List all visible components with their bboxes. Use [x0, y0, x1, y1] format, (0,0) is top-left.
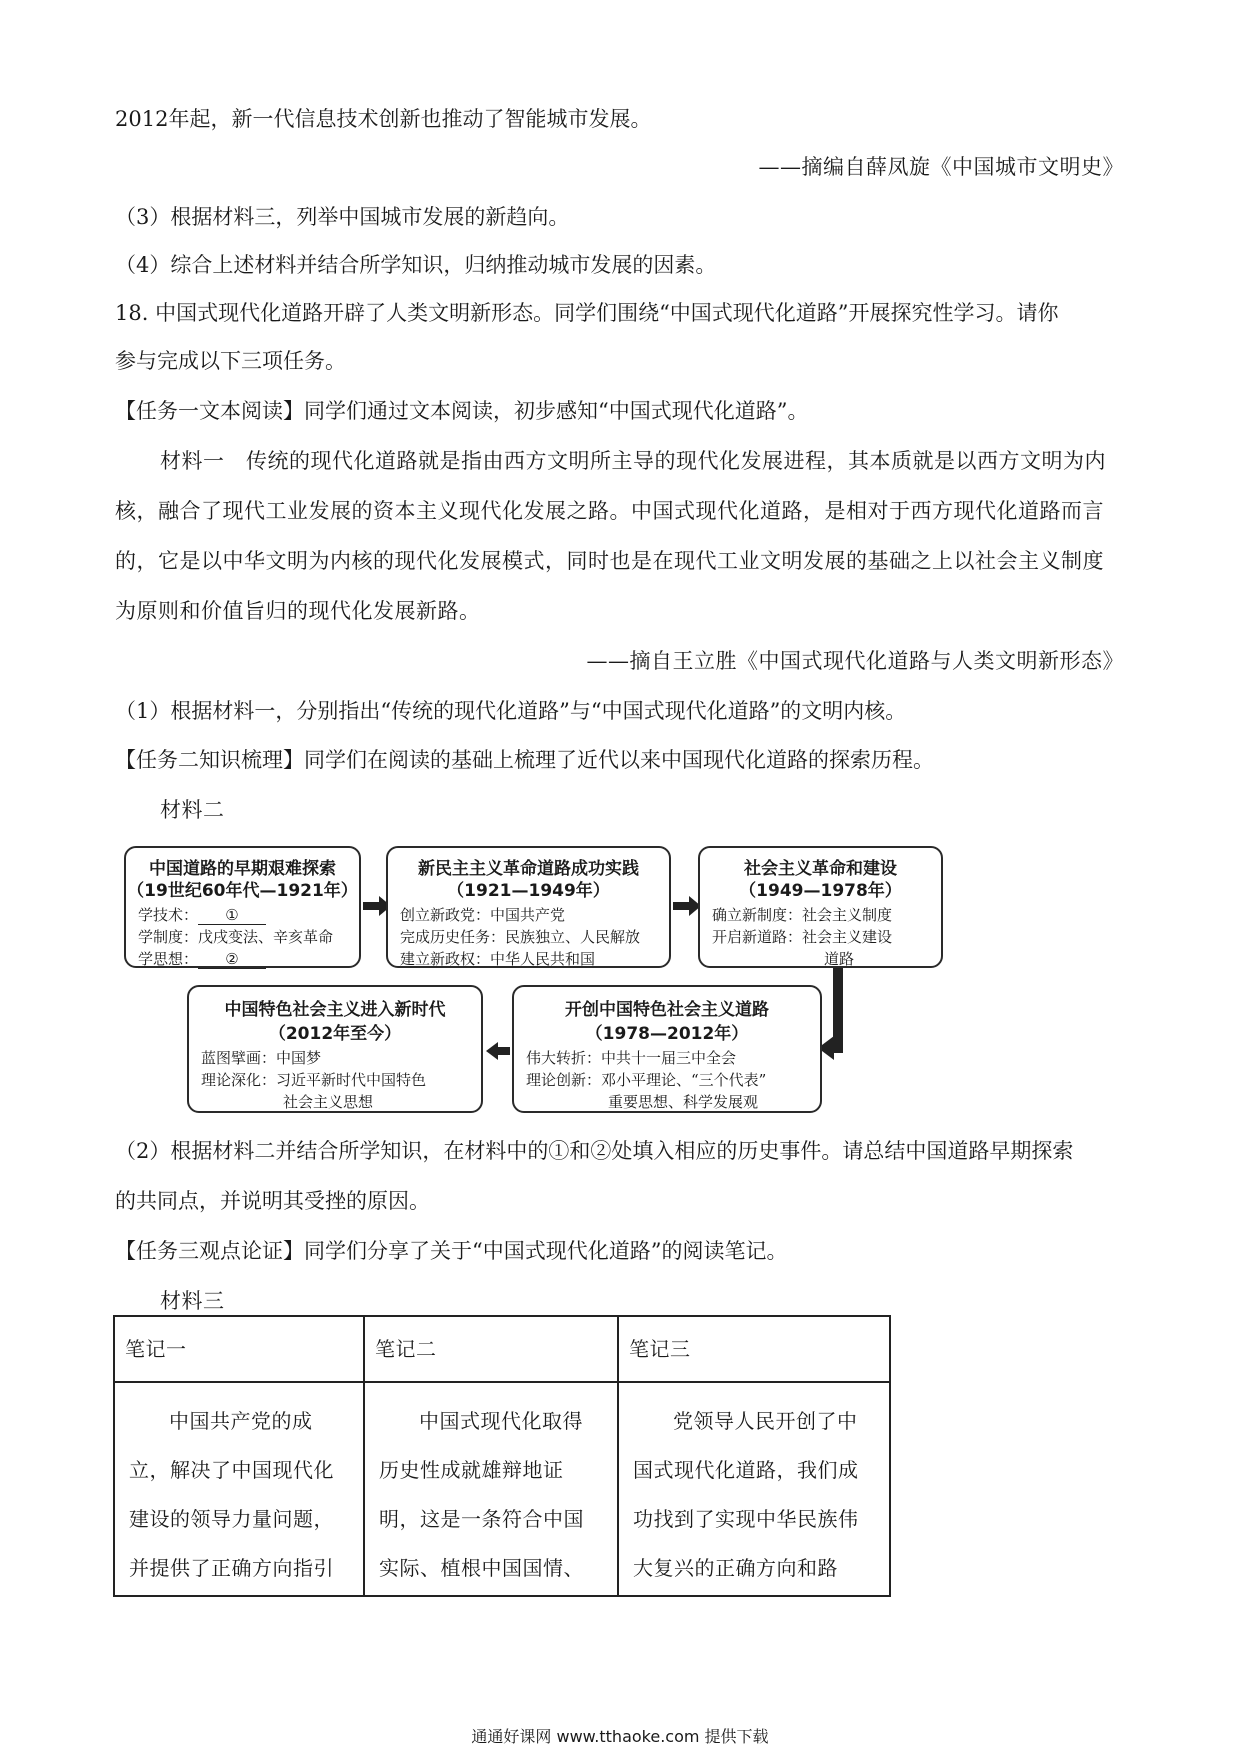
note-line: 党领导人民开创了中 — [673, 1409, 858, 1433]
paragraph-text: 2012年起，新一代信息技术创新也推动了智能城市发展。 — [115, 107, 652, 131]
source-citation: ——摘自王立胜《中国式现代化道路与人类文明新形态》 — [586, 649, 1124, 673]
stage-period: （1949—1978年） — [739, 881, 902, 901]
stage-row: 创立新政党：中国共产党 — [400, 906, 566, 924]
stage-title: 中国道路的早期艰难探索 — [149, 859, 336, 879]
task-2-heading: 【任务二知识梳理】同学们在阅读的基础上梳理了近代以来中国现代化道路的探索历程。 — [115, 748, 934, 772]
note-line: 立，解决了中国现代化 — [129, 1458, 334, 1482]
table-row — [114, 1382, 890, 1596]
stage-row: 建立新政权：中华人民共和国 — [400, 950, 596, 968]
row-label: 学技术： — [138, 906, 199, 924]
note-cell — [618, 1382, 890, 1596]
task-1-heading: 【任务一文本阅读】同学们通过文本阅读，初步感知“中国式现代化道路”。 — [115, 399, 809, 423]
table-header: 笔记二 — [364, 1316, 618, 1382]
material-1-line: 的，它是以中华文明为内核的现代化发展模式，同时也是在现代工业文明发展的基础之上以社会主义制度 — [115, 549, 1104, 573]
page-footer: 通通好课网 www.tthaoke.com 提供下载 — [471, 1727, 769, 1746]
material-1-line: 材料一 传统的现代化道路就是指由西方文明所主导的现代化发展进程，其本质就是以西方文明为内 — [160, 449, 1106, 473]
note-line: 实际、植根中国国情、 — [379, 1556, 584, 1580]
stage-row: 开启新道路：社会主义建设 — [712, 928, 893, 946]
note-line: 明，这是一条符合中国 — [379, 1507, 584, 1531]
note-line: 并提供了正确方向指引 — [129, 1556, 334, 1580]
task-3-heading: 【任务三观点论证】同学们分享了关于“中国式现代化道路”的阅读笔记。 — [115, 1239, 788, 1263]
stage-period: （1921—1949年） — [447, 881, 610, 901]
question-18-line: 参与完成以下三项任务。 — [115, 349, 346, 373]
material-1-line: 核，融合了现代工业发展的资本主义现代化发展之路。中国式现代化道路，是相对于西方现代化道路而言 — [115, 499, 1104, 523]
source-citation: ——摘编自薛凤旋《中国城市文明史》 — [758, 155, 1124, 179]
right-arrow-icon — [673, 896, 701, 916]
sub-question-2-line: （2）根据材料二并结合所学知识，在材料中的①和②处填入相应的历史事件。请总结中国道路早期探索 — [115, 1139, 1074, 1163]
stage-box-socialism-with-chinese-characteristics — [512, 985, 822, 1113]
notes-table — [113, 1315, 891, 1597]
elbow-arrow-icon — [818, 968, 858, 1074]
blank-2: ② — [198, 950, 266, 969]
note-line: 功找到了实现中华民族伟 — [633, 1507, 859, 1531]
stage-row: 重要思想、科学发展观 — [608, 1093, 759, 1111]
sub-question-2-line: 的共同点，并说明其受挫的原因。 — [115, 1189, 430, 1213]
material-2-label: 材料二 — [160, 798, 225, 822]
question-4: （4）综合上述材料并结合所学知识，归纳推动城市发展的因素。 — [115, 253, 717, 277]
stage-box-new-democratic-revolution — [386, 846, 671, 968]
table-header: 笔记一 — [114, 1316, 364, 1382]
material-3-label: 材料三 — [160, 1289, 225, 1313]
stage-period: （19世纪60年代—1921年） — [127, 881, 358, 901]
stage-row: 确立新制度：社会主义制度 — [712, 906, 893, 924]
stage-row: 学制度：戊戌变法、辛亥革命 — [138, 928, 334, 946]
stage-row: 蓝图擘画：中国梦 — [201, 1049, 322, 1067]
stage-box-new-era — [187, 985, 483, 1113]
blank-1: ① — [198, 906, 266, 925]
note-line: 国式现代化道路，我们成 — [633, 1458, 859, 1482]
sub-question-1: （1）根据材料一，分别指出“传统的现代化道路”与“中国式现代化道路”的文明内核。 — [115, 699, 907, 723]
question-3: （3）根据材料三，列举中国城市发展的新趋向。 — [115, 205, 570, 229]
stage-row: 完成历史任务：民族独立、人民解放 — [400, 928, 641, 946]
stage-row: 理论深化：习近平新时代中国特色 — [201, 1071, 427, 1089]
row-label: 学思想： — [138, 950, 199, 968]
stage-title: 社会主义革命和建设 — [744, 859, 897, 879]
stage-title: 中国特色社会主义进入新时代 — [224, 1000, 446, 1020]
note-cell — [114, 1382, 364, 1596]
note-line: 中国共产党的成 — [169, 1409, 313, 1433]
stage-row: 理论创新：邓小平理论、“三个代表” — [526, 1071, 767, 1089]
table-header: 笔记三 — [618, 1316, 890, 1382]
question-18-line: 18. 中国式现代化道路开辟了人类文明新形态。同学们围绕“中国式现代化道路”开展探究性学习。请你 — [115, 301, 1059, 325]
note-line: 中国式现代化取得 — [419, 1409, 583, 1433]
stage-row — [138, 904, 266, 925]
stage-row: 道路 — [824, 950, 855, 968]
stage-title: 开创中国特色社会主义道路 — [565, 1000, 769, 1020]
stage-period: （1978—2012年） — [585, 1024, 749, 1044]
stage-box-early-exploration — [124, 846, 361, 968]
stage-box-socialist-construction — [698, 846, 943, 968]
note-line: 大复兴的正确方向和路 — [633, 1556, 838, 1580]
note-cell — [364, 1382, 618, 1596]
table-header-row — [114, 1316, 890, 1382]
left-arrow-icon — [486, 1042, 510, 1060]
stage-row: 伟大转折：中共十一届三中全会 — [526, 1049, 737, 1067]
note-line: 建设的领导力量问题， — [129, 1507, 334, 1531]
material-1-line: 为原则和价值旨归的现代化发展新路。 — [115, 599, 481, 623]
stage-title: 新民主主义革命道路成功实践 — [418, 859, 639, 879]
stage-row: 社会主义思想 — [283, 1093, 374, 1111]
note-line: 历史性成就雄辩地证 — [379, 1458, 564, 1482]
stage-period: （2012年至今） — [268, 1024, 402, 1044]
stage-row — [138, 948, 266, 969]
